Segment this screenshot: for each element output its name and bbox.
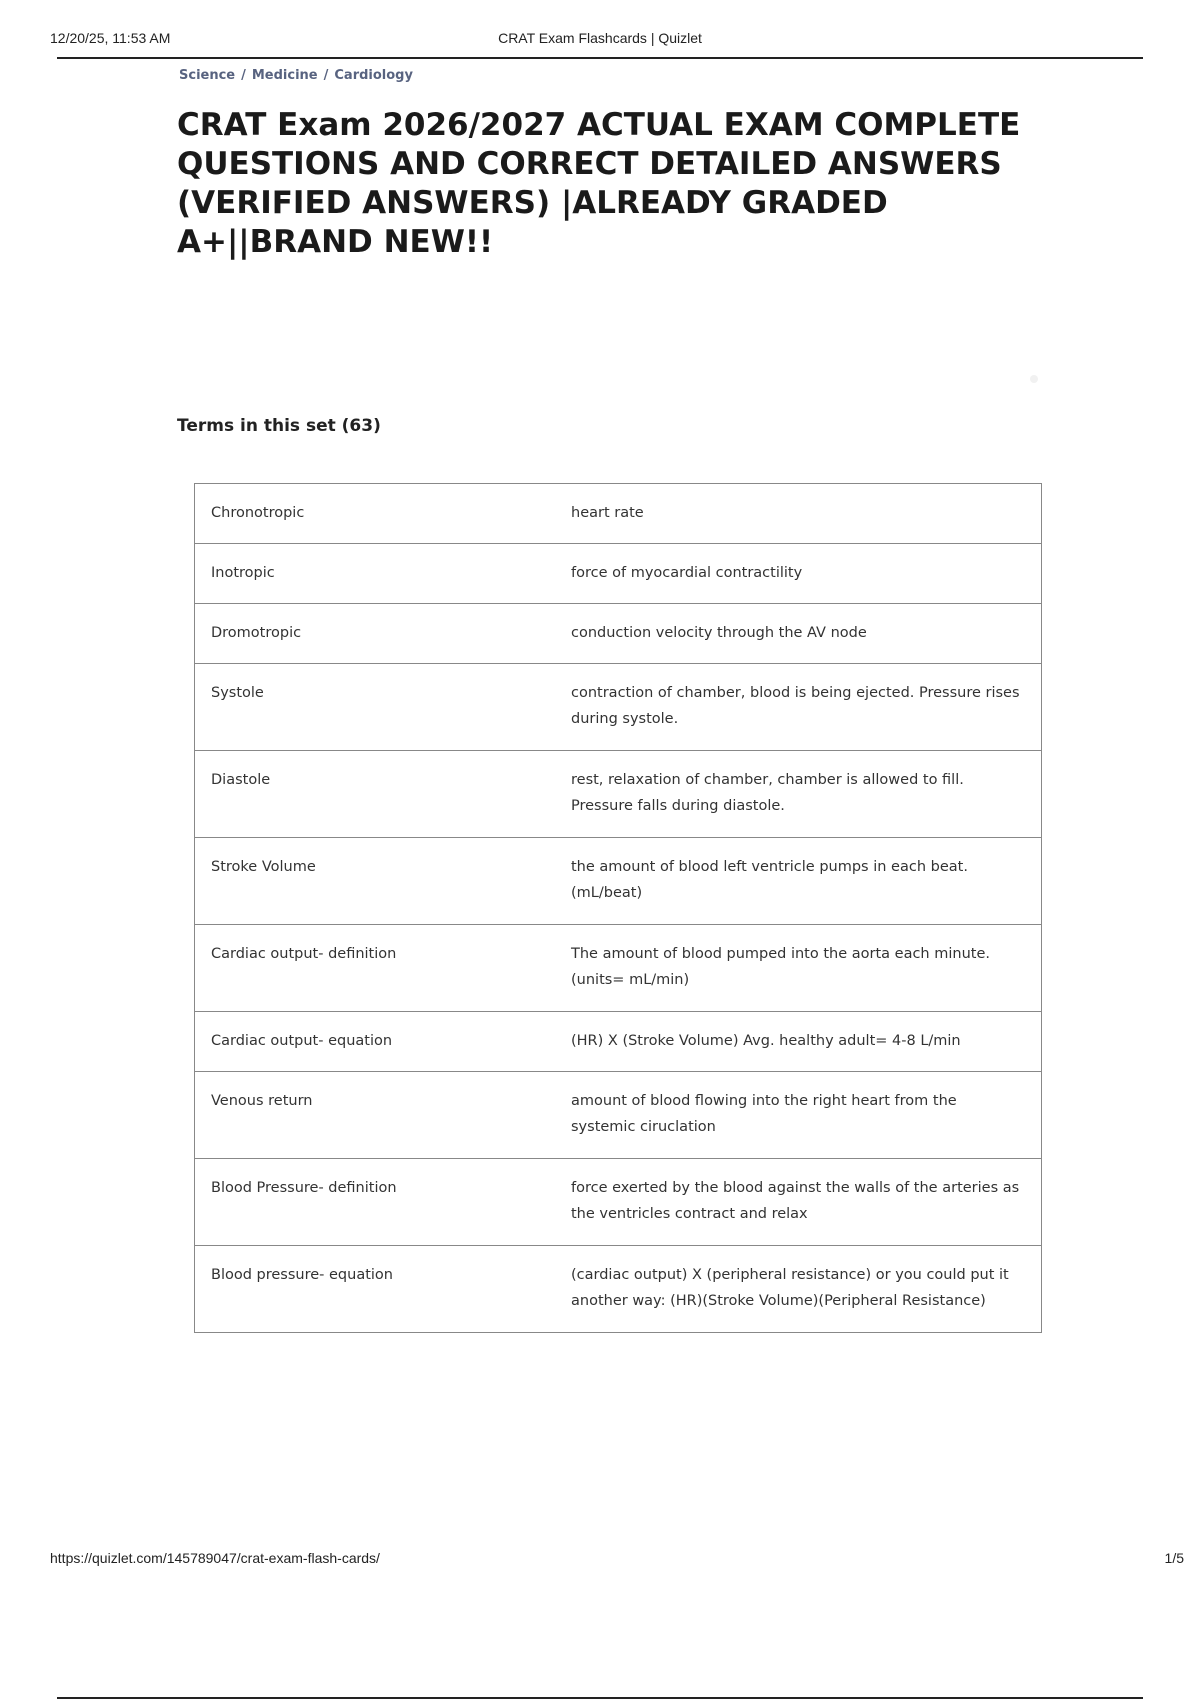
term-row <box>195 544 1042 604</box>
breadcrumb-science[interactable]: Science <box>179 68 236 83</box>
definition-text: contraction of chamber, blood is being ejected. Pressure rises during systole. <box>551 664 1042 751</box>
breadcrumb <box>179 68 413 83</box>
term-text: Blood pressure- equation <box>195 1246 552 1333</box>
term-row <box>195 751 1042 838</box>
term-text: Cardiac output- definition <box>195 925 552 1012</box>
definition-text: (HR) X (Stroke Volume) Avg. healthy adult= 4-8 L/min <box>551 1012 1042 1072</box>
term-row <box>195 838 1042 925</box>
page-url: https://quizlet.com/145789047/crat-exam-flash-cards/ <box>50 1550 380 1566</box>
term-row <box>195 664 1042 751</box>
print-page-title: CRAT Exam Flashcards | Quizlet <box>498 30 702 46</box>
term-row <box>195 604 1042 664</box>
header-divider <box>57 57 1143 59</box>
term-text: Cardiac output- equation <box>195 1012 552 1072</box>
term-text: Venous return <box>195 1072 552 1159</box>
footer-divider <box>57 1697 1143 1699</box>
term-row <box>195 1246 1042 1333</box>
definition-text: The amount of blood pumped into the aorta each minute. (units= mL/min) <box>551 925 1042 1012</box>
breadcrumb-separator: / <box>323 68 329 83</box>
breadcrumb-separator: / <box>241 68 246 83</box>
definition-text: heart rate <box>551 484 1042 544</box>
set-title: CRAT Exam 2026/2027 ACTUAL EXAM COMPLETE QUESTIONS AND CORRECT DETAILED ANSWERS (VERIFIED ANSWERS) |ALREADY GRADED A+||BRAND NEW!! <box>177 107 1021 260</box>
print-datetime: 12/20/25, 11:53 AM <box>50 30 171 46</box>
term-text: Chronotropic <box>195 484 552 544</box>
term-text: Inotropic <box>195 544 552 604</box>
term-text: Dromotropic <box>195 604 552 664</box>
definition-text: force exerted by the blood against the walls of the arteries as the ventricles contract and relax <box>551 1159 1042 1246</box>
definition-text: the amount of blood left ventricle pumps in each beat. (mL/beat) <box>551 838 1042 925</box>
term-text: Diastole <box>195 751 552 838</box>
decorative-dot <box>1030 375 1038 383</box>
terms-heading: Terms in this set (63) <box>177 416 381 436</box>
term-row <box>195 925 1042 1012</box>
page-indicator: 1/5 <box>1164 1550 1184 1566</box>
definition-text: rest, relaxation of chamber, chamber is allowed to fill. Pressure falls during diastole. <box>551 751 1042 838</box>
term-text: Systole <box>195 664 552 751</box>
term-row <box>195 1072 1042 1159</box>
definition-text: amount of blood flowing into the right heart from the systemic ciruclation <box>551 1072 1042 1159</box>
term-row <box>195 1012 1042 1072</box>
definition-text: conduction velocity through the AV node <box>551 604 1042 664</box>
definition-text: force of myocardial contractility <box>551 544 1042 604</box>
terms-table <box>194 483 1042 1333</box>
term-text: Stroke Volume <box>195 838 552 925</box>
print-header <box>50 28 1150 58</box>
term-row <box>195 484 1042 544</box>
term-row <box>195 1159 1042 1246</box>
breadcrumb-cardiology[interactable]: Cardiology <box>334 68 413 83</box>
term-text: Blood Pressure- definition <box>195 1159 552 1246</box>
breadcrumb-medicine[interactable]: Medicine <box>251 68 318 83</box>
definition-text: (cardiac output) X (peripheral resistance) or you could put it another way: (HR)(Stroke Volume)(Peripheral Resistance) <box>551 1246 1042 1333</box>
